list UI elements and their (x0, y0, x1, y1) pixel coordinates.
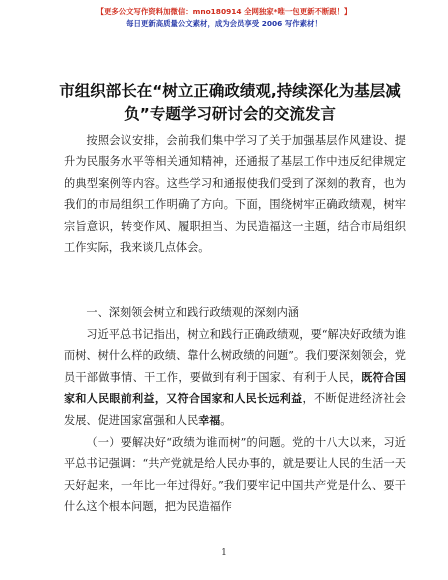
paragraph-2-emphasis: 既符合国家和人民眼前利益，又符合国家和人民长远利益 (64, 370, 407, 406)
promo-banner-line1: 【更多公文写作资料加微信：mno180914 全网独家*唯一包更新不断跟！】 (96, 7, 352, 16)
page-number: 1 (221, 548, 227, 558)
paragraph-2-text-c: ，不断促进经济社会发展、促进国家富强和人民 (64, 392, 406, 427)
intro-paragraph: 按照会议安排，会前我们集中学习了关于加强基层作风建设、提升为民服务水平等相关通知精神，还通报了基层工作中违反纪律规定的典型案例等内容。这些学习和通报使我们受到了深刻的教育，也为我们的市局组织工作明确了方向。下面，围绕树牢正确政绩观，树牢宗旨意识，转变作风、履职担当、为民造福这一主题，结合市局组织工作实际，我来谈几点体会。 (64, 134, 406, 255)
paragraph-2-text-a: 习近平总书记指出，树立和践行正确政绩观，要“解决好政绩为谁而树、树什么样的政绩、靠什么树政绩的问题”。我们要深刻领会，党员干部做事情、干工作，要做到有利于国家、有利于人民， (64, 328, 406, 384)
paragraph-3: （一）要解决好“政绩为谁而树”的问题。党的十八大以来，习近平总书记强调：“共产党就是给人民办事的，就是要让人民的生活一天天好起来，一年比一年过得好。”我们要牢记中国共产党是什么、要干什么这个根本问题，把为民造福作 (64, 436, 406, 514)
paragraph-2-emphasis-end: 幸福 (198, 413, 221, 427)
paragraph-2-text-e: 。 (220, 413, 232, 427)
section-heading-1: 一、深刻领会树立和践行政绩观的深刻内涵 (86, 306, 299, 319)
promo-banner-line2: 每日更新高质量公文素材，成为会员享受 2006 写作素材！ (126, 19, 322, 28)
paragraph-2 (64, 324, 406, 431)
document-title: 市组织部长在“树立正确政绩观,持续深化为基层减负”专题学习研讨会的交流发言 (59, 82, 401, 123)
